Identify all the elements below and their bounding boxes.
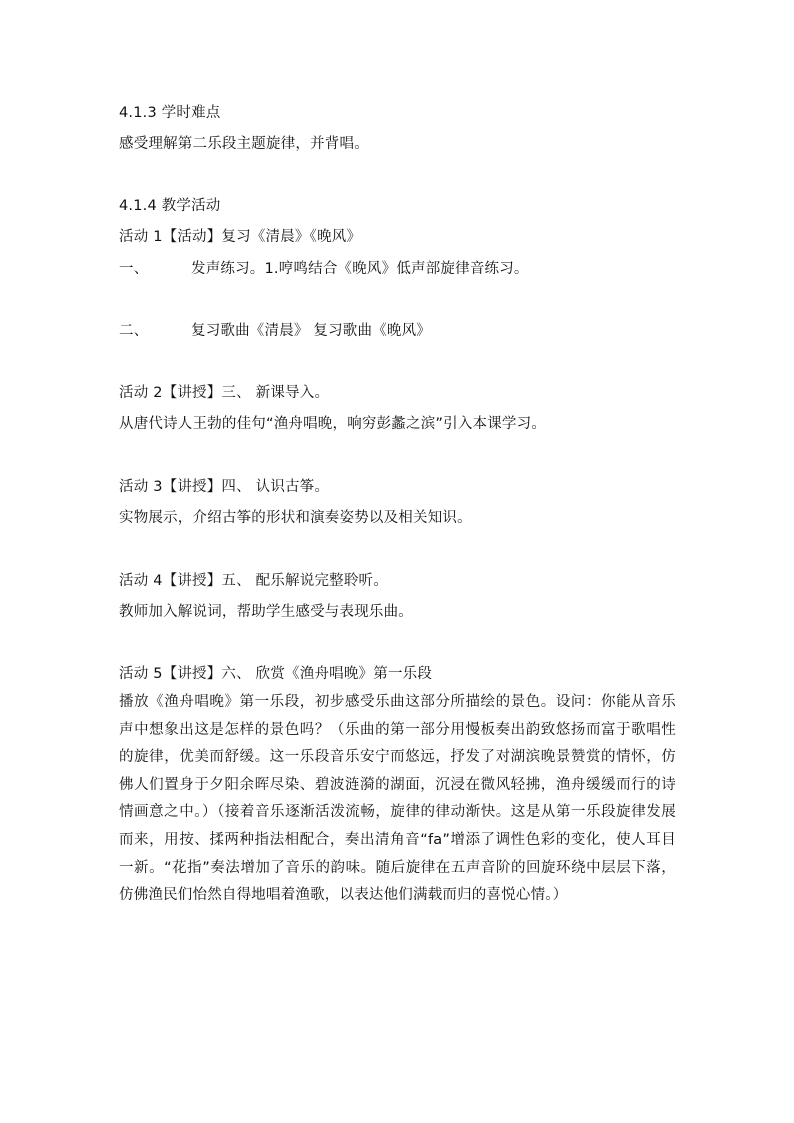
activity3-text: 实物展示，介绍古筝的形状和演奏姿势以及相关知识。 bbox=[119, 510, 472, 526]
list-item-text: 发声练习。1.哼鸣结合《晚风》低声部旋律音练习。 bbox=[191, 261, 529, 277]
section-414-title: 4.1.4 教学活动 bbox=[119, 198, 221, 214]
activity4-text: 教师加入解说词，帮助学生感受与表现乐曲。 bbox=[119, 604, 413, 620]
activity3-title: 活动 3【讲授】四、 认识古筝。 bbox=[119, 479, 330, 495]
list-marker: 一、 bbox=[119, 261, 149, 277]
activity1-title: 活动 1【活动】复习《清晨》《晚风》 bbox=[119, 229, 362, 245]
section-413-title: 4.1.3 学时难点 bbox=[119, 105, 221, 121]
activity2-text: 从唐代诗人王勃的佳句“渔舟唱晚，响穷彭蠡之滨”引入本课学习。 bbox=[119, 416, 547, 432]
activity5-title: 活动 5【讲授】六、 欣赏《渔舟唱晚》第一乐段 bbox=[119, 666, 433, 682]
activity5-text: 播放《渔舟唱晚》第一乐段，初步感受乐曲这部分所描绘的景色。设问：你能从音乐声中想象出这是怎样的景色吗？（乐曲的第一部分用慢板奏出韵致悠扬而富于歌唱性的旋律，优美而舒缓。这一乐段音乐安宁而悠远，抒发了对湖滨晚景赞赏的情怀，仿佛人们置身于夕阳余晖尽染、碧波涟漪的湖面，沉浸在微风轻拂，渔舟缓缓而行的诗情画意之中。）（接着音乐逐渐活泼流畅，旋律的律动渐快。这是从第一乐段旋律发展而来，用按、揉两种指法相配合，奏出清角音“fa”增添了调性色彩的变化，使人耳目一新。“花指”奏法增加了音乐的韵味。随后旋律在五声音阶的回旋环绕中层层下落，仿佛渔民们怡然自得地唱着渔歌，以表达他们满载而归的喜悦心情。） bbox=[119, 694, 676, 904]
list-marker: 二、 bbox=[119, 323, 149, 339]
activity4-title: 活动 4【讲授】五、 配乐解说完整聆听。 bbox=[119, 573, 388, 589]
activity1-item2 bbox=[119, 321, 431, 341]
list-item-text: 复习歌曲《清晨》 复习歌曲《晚风》 bbox=[191, 323, 432, 339]
activity2-title: 活动 2【讲授】三、 新课导入。 bbox=[119, 385, 330, 401]
activity1-item1 bbox=[119, 259, 529, 279]
section-413-text: 感受理解第二乐段主题旋律，并背唱。 bbox=[119, 136, 369, 152]
